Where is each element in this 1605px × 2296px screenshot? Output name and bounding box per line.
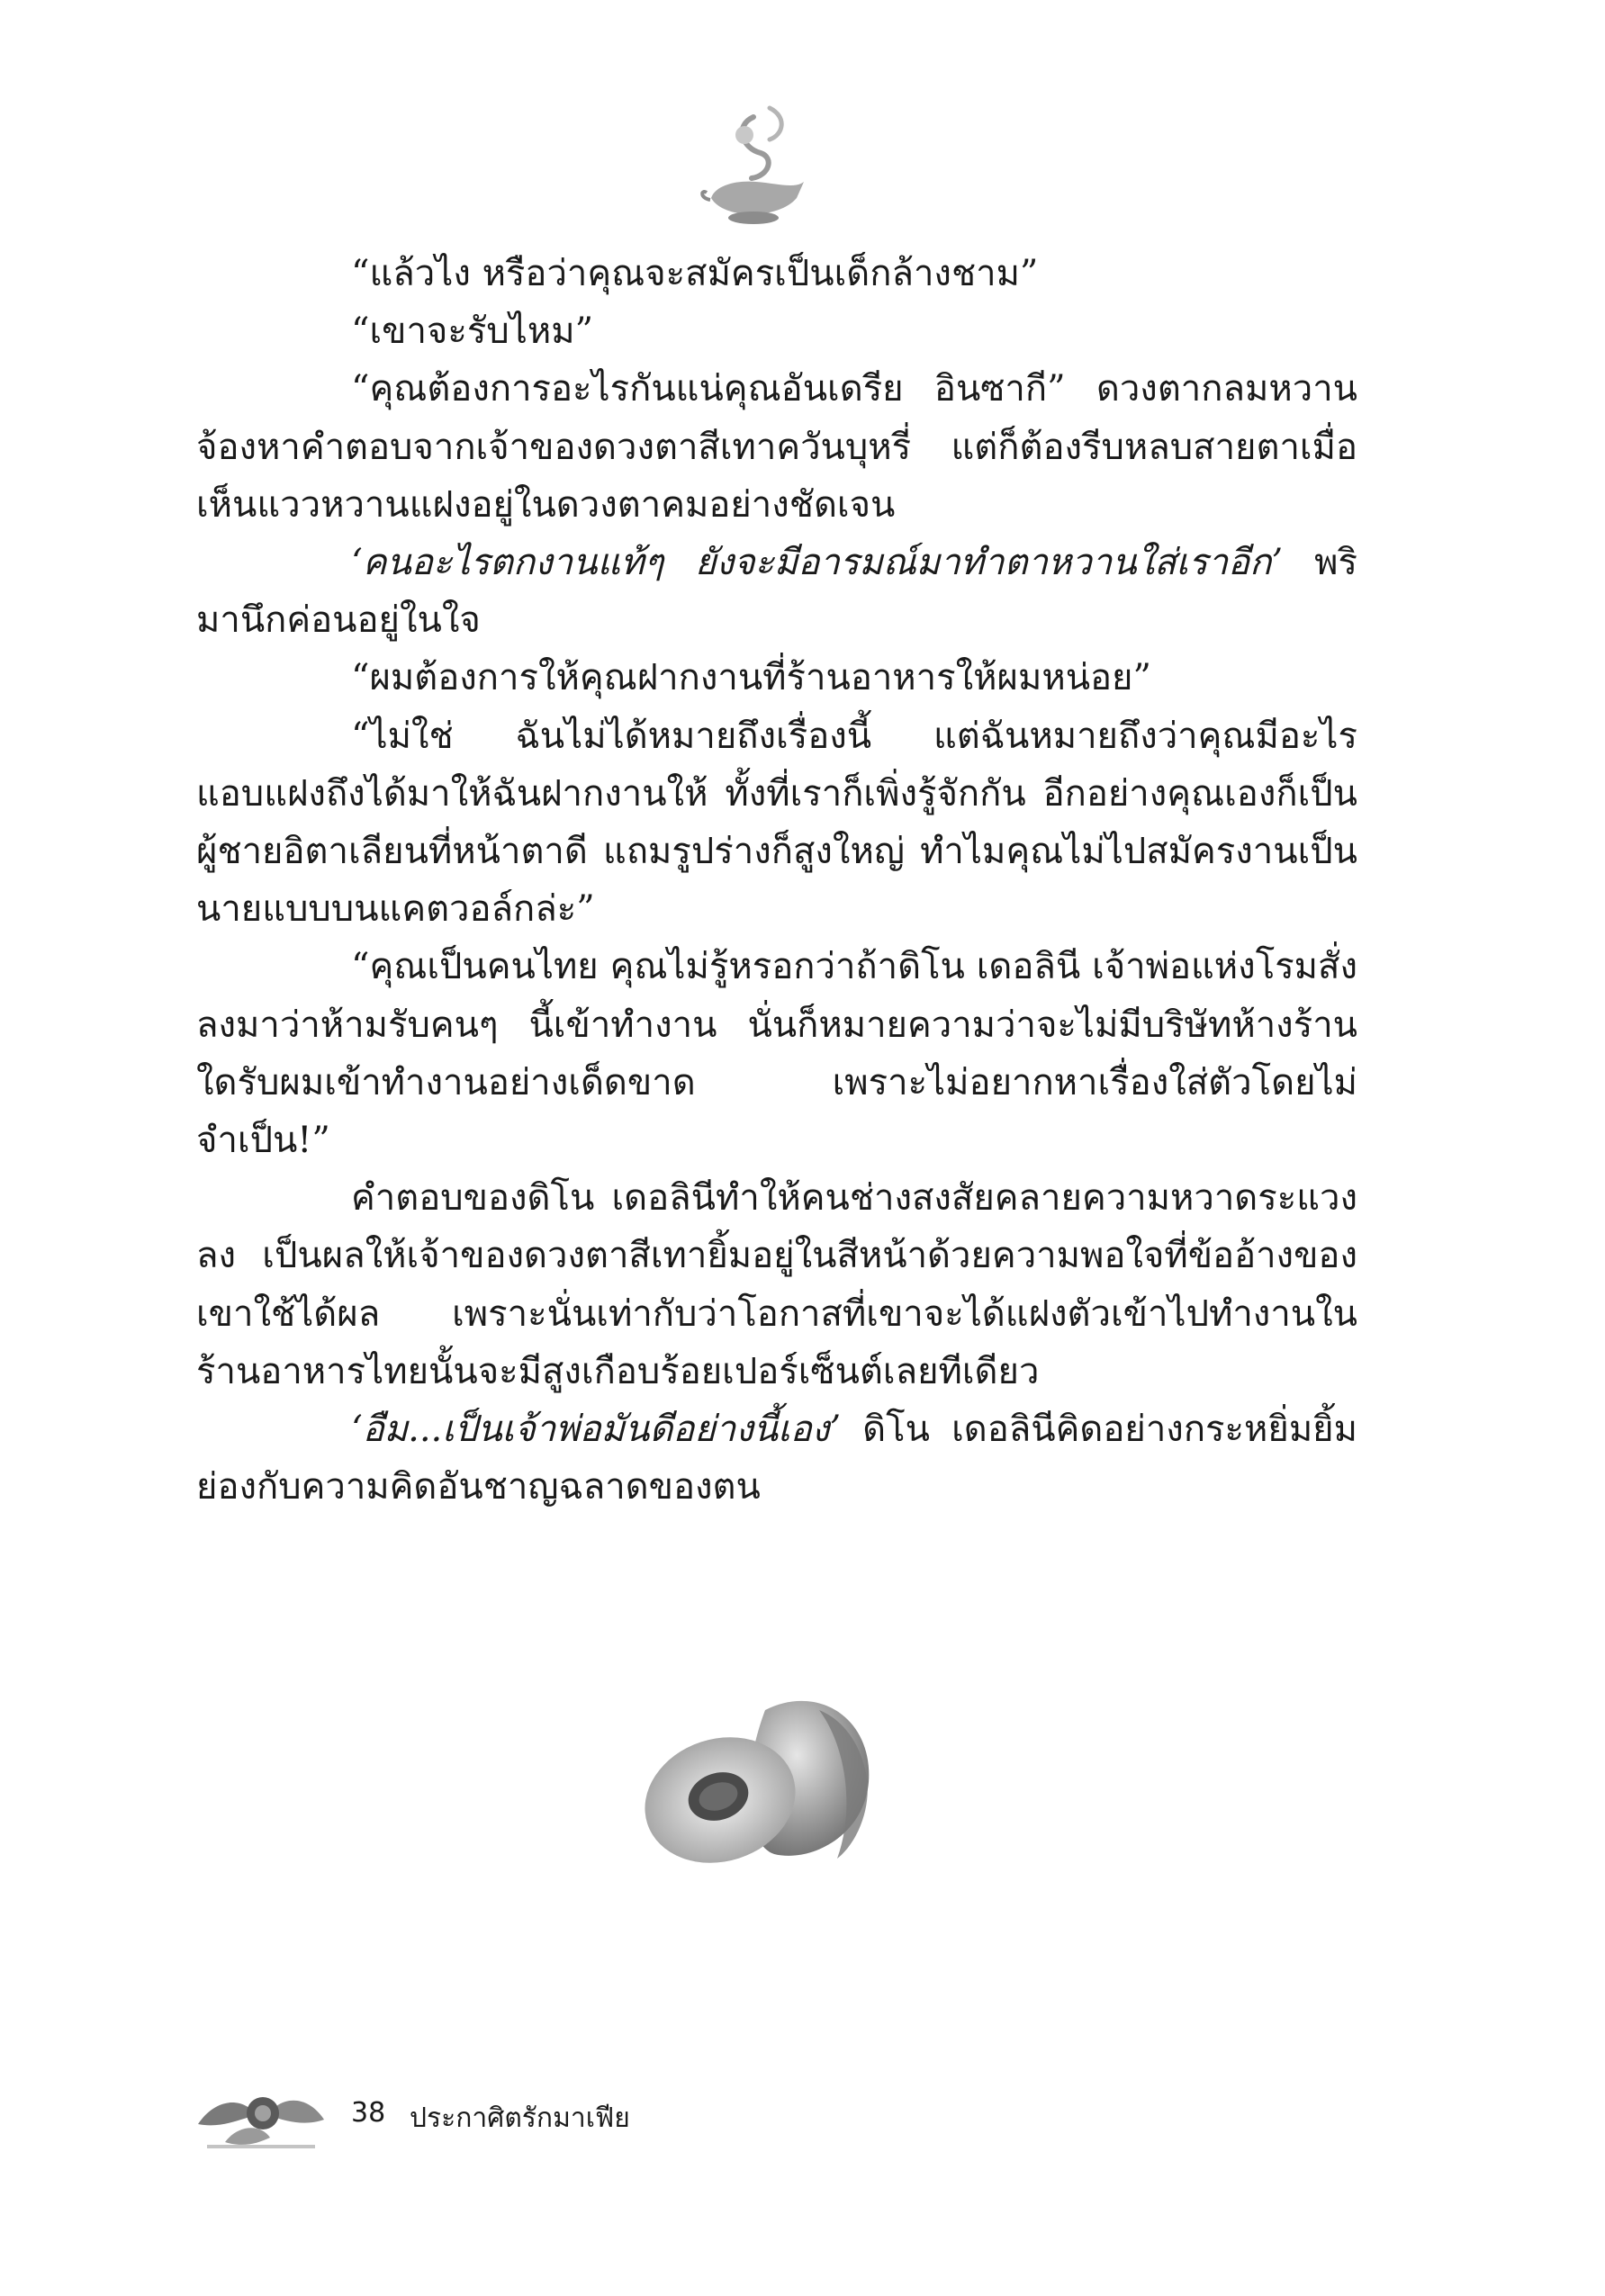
body-text: [196, 245, 1357, 1516]
paragraph-7: “คุณเป็นคนไทย คุณไม่รู้หรอกว่าถ้าดิโน เดอลินี เจ้าพ่อแห่งโรมสั่งลงมาว่าห้ามรับคนๆ นี้เข้าทำงาน นั่นก็หมายความว่าจะไม่มีบริษัทห้างร้านใดรับผมเข้าทำงานอย่างเด็ดขาด เพราะไม่อยากหาเรื่องใส่ตัวโดยไม่จำเป็น!”: [196, 946, 1357, 1162]
paragraph-5: “ผมต้องการให้คุณฝากงานที่ร้านอาหารให้ผมหน่อย”: [351, 657, 1151, 699]
paragraph-9: [196, 1400, 1357, 1516]
inner-thought: ‘อืม...เป็นเจ้าพ่อมันดีอย่างนี้เอง’: [351, 1409, 842, 1451]
genie-lamp-icon: [698, 99, 815, 234]
flower-leaves-icon: [189, 2070, 333, 2151]
inner-thought: ‘คนอะไรตกงานแท้ๆ ยังจะมีอารมณ์มาทำตาหวานใส่เราอีก’: [351, 542, 1284, 584]
paragraph-6: “ไม่ใช่ ฉันไม่ได้หมายถึงเรื่องนี้ แต่ฉันหมายถึงว่าคุณมีอะไรแอบแฝงถึงได้มาให้ฉันฝากงานให้ ทั้งที่เราก็เพิ่งรู้จักกัน อีกอย่างคุณเองก็เป็นผู้ชายอิตาเลียนที่หน้าตาดี แถมรูปร่างก็สูงใหญ่ ทำไมคุณไม่ไปสมัครงานเป็นนายแบบบนแคตวอล์กล่ะ”: [196, 715, 1357, 931]
peach-icon: [630, 1674, 900, 1872]
running-title: ประกาศิตรักมาเฟีย: [410, 2102, 630, 2134]
paragraph-4: [196, 534, 1357, 649]
paragraph-2: “เขาจะรับไหม”: [351, 311, 594, 353]
page-number: 38: [351, 2097, 386, 2129]
paragraph-9-tail: ดิโน เดอลินีคิดอย่างกระหยิ่มยิ้มย่องกับความคิดอันชาญฉลาดของตน: [196, 1409, 1357, 1508]
page-footer: [189, 2070, 819, 2151]
paragraph-3: “คุณต้องการอะไรกันแน่คุณอันเดรีย อินซากี” ดวงตากลมหวานจ้องหาคำตอบจากเจ้าของดวงตาสีเทาควันบุหรี่ แต่ก็ต้องรีบหลบสายตาเมื่อเห็นแววหวานแฝงอยู่ในดวงตาคมอย่างชัดเจน: [196, 368, 1357, 526]
paragraph-4-tail: พริมานึกค่อนอยู่ในใจ: [196, 542, 1357, 642]
paragraph-1: “แล้วไง หรือว่าคุณจะสมัครเป็นเด็กล้างชาม”: [351, 253, 1039, 294]
paragraph-8: คำตอบของดิโน เดอลินีทำให้คนช่างสงสัยคลายความหวาดระแวงลง เป็นผลให้เจ้าของดวงตาสีเทายิ้มอยู่ในสีหน้าด้วยความพอใจที่ข้ออ้างของเขาใช้ได้ผล เพราะนั่นเท่ากับว่าโอกาสที่เขาจะได้แฝงตัวเข้าไปทำงานในร้านอาหารไทยนั้นจะมีสูงเกือบร้อยเปอร์เซ็นต์เลยทีเดียว: [196, 1177, 1357, 1392]
